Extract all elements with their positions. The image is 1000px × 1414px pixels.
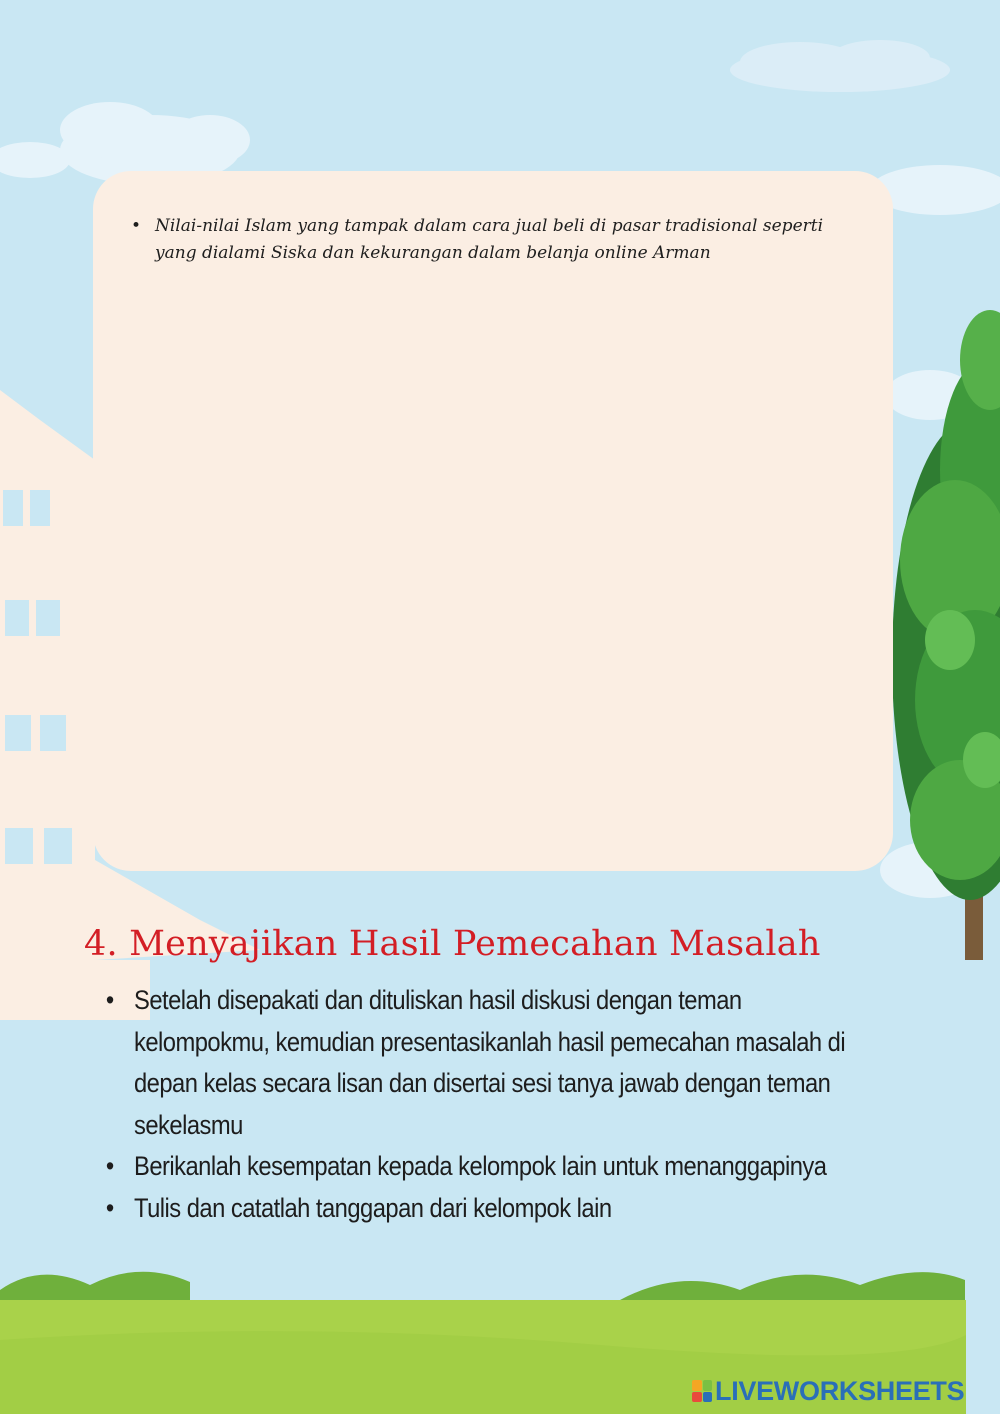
section-heading: 4. Menyajikan Hasil Pemecahan Masalah [84, 924, 821, 964]
instruction-list [134, 980, 874, 1229]
card-bullet-item: • Nilai-nilai Islam yang tampak dalam cara jual beli di pasar tradisional seperti yang dialami Siska dan kekurangan dalam belanja online Arman [155, 213, 835, 267]
answer-card [93, 171, 893, 871]
instruction-item: • Tulis dan catatlah tanggapan dari kelompok lain [134, 1188, 873, 1230]
brand-name: LIVEWORKSHEETS [715, 1375, 965, 1406]
instruction-item: • Setelah disepakati dan dituliskan hasil diskusi dengan teman kelompokmu, kemudian presentasikanlah hasil pemecahan masalah di depan kelas secara lisan dan disertai sesi tanya jawab dengan teman sekelasmu [134, 980, 873, 1146]
liveworksheets-logo [692, 1376, 964, 1406]
cloud-top-right [730, 40, 950, 92]
instruction-item: • Berikanlah kesempatan kepada kelompok lain untuk menanggapinya [134, 1146, 873, 1188]
liveworksheets-logo-icon [692, 1380, 712, 1402]
